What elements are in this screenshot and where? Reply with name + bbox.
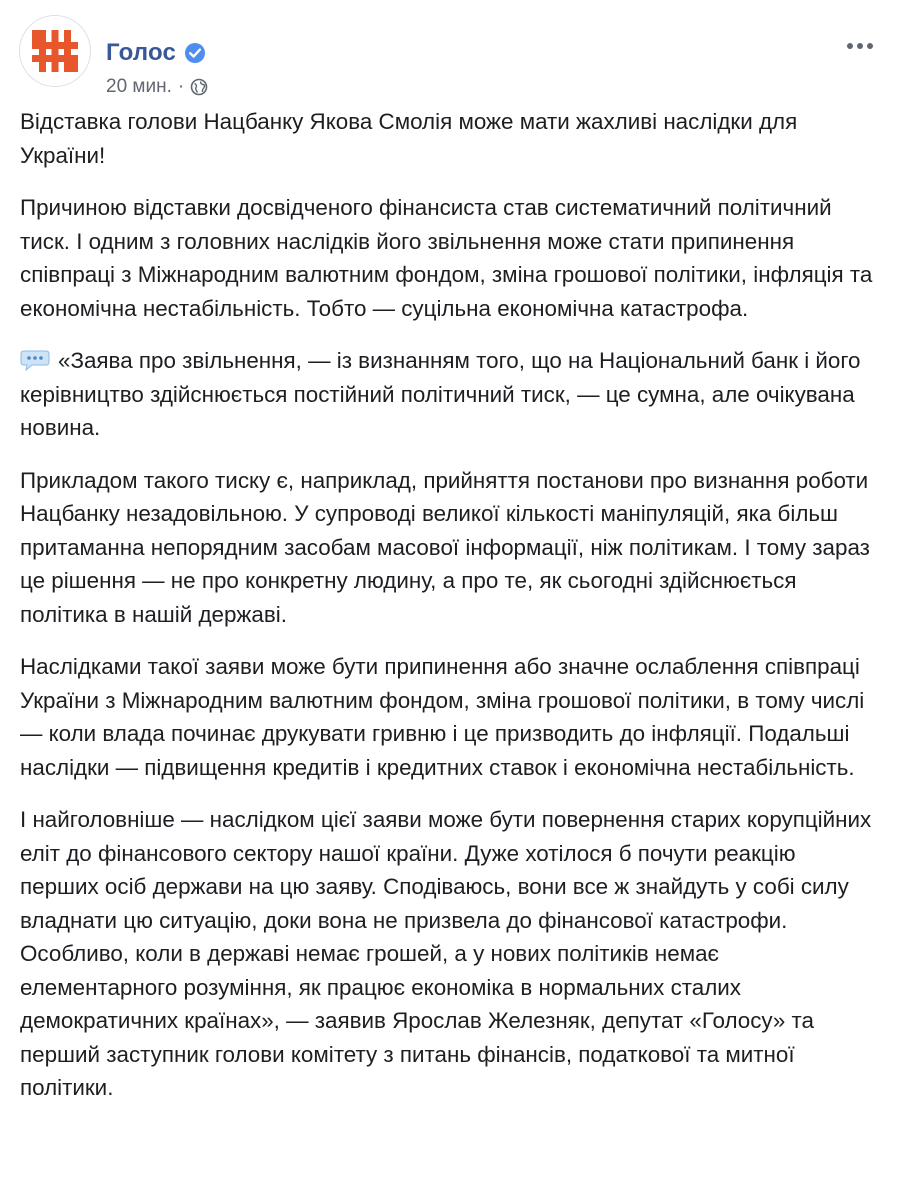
post-paragraph-5: Наслідками такої заяви може бути припинення або значне ослаблення співпраці України з Міжнародним валютним фондом, зміна грошової політики, в тому числі — коли влада починає друкувати гривню і це призводить до інфляції. Подальші наслідки — підвищення кредитів і кредитних ставок і економічна нестабільність. <box>20 654 865 780</box>
page-name-row <box>106 38 206 68</box>
post-header <box>20 16 878 97</box>
meta-separator: · <box>177 76 185 97</box>
speech-bubble-icon <box>20 347 50 369</box>
verified-badge-icon <box>184 42 206 64</box>
page-name-link[interactable]: Голос <box>106 39 177 66</box>
post-meta <box>106 76 208 98</box>
post-paragraph-4: Прикладом такого тиску є, наприклад, прийняття постанови про визнання роботи Нацбанку незадовільною. У супроводі великої кількості маніпуляцій, яка більш притаманна непорядним засобам масової інформації, ніж політикам. І тому зараз це рішення — не про конкретну людину, а про те, як сьогодні здійснюється політика в нашій державі. <box>20 467 870 627</box>
post-paragraph-2: Причиною відставки досвідченого фінансиста став систематичний політичний тиск. І одним з головних наслідків його звільнення може стати припинення співпраці з Міжнародним валютним фондом, зміна грошової політики, інфляція та економічна нестабільність. Тобто — суцільна економічна катастрофа. <box>20 195 873 321</box>
golos-logo-icon <box>20 16 90 86</box>
post-paragraph-3 <box>20 344 878 445</box>
globe-icon[interactable] <box>190 78 208 96</box>
quote-text: «Заява про звільнення, — із визнанням того, що на Національний банк і його керівництво здійснюється постійний політичний тиск, — це сумна, але очікувана новина. <box>20 348 861 440</box>
post-paragraph-1: Відставка голови Нацбанку Якова Смолія може мати жахливі наслідки для України! <box>20 109 798 168</box>
more-options-icon[interactable] <box>842 34 878 58</box>
page-avatar[interactable] <box>20 16 90 86</box>
post-body <box>20 105 878 1124</box>
post-paragraph-6: І найголовніше — наслідком цієї заяви може бути повернення старих корупційних еліт до фінансового сектору нашої країни. Дуже хотілося б почути реакцію перших осіб держави на цю заяву. Сподіваюсь, вони все ж знайдуть у собі силу владнати цю ситуацію, доки вона не призвела до фінансової катастрофи. Особливо, коли в державі немає грошей, а у нових політиків немає елементарного розуміння, як працює економіка в нормальних сталих демократичних країнах», — заявив Ярослав Железняк, депутат «Голосу» та перший заступник голови комітету з питань фінансів, податкової та митної політики. <box>20 807 872 1100</box>
post-timestamp[interactable]: 20 мин. <box>106 76 172 97</box>
